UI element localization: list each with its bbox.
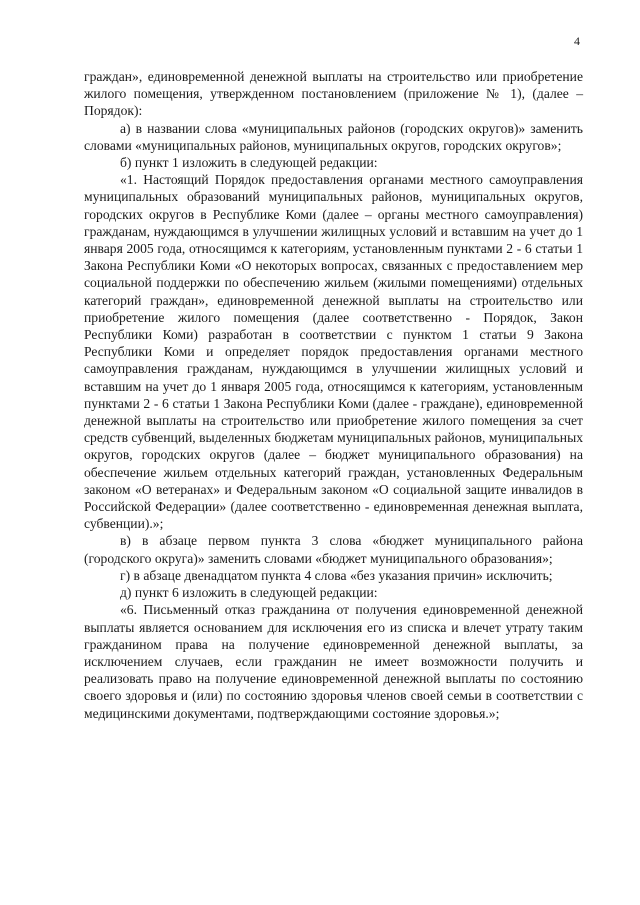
paragraph-quoted-clause-1: «1. Настоящий Порядок предоставления органами местного самоуправления муниципальных образований муниципальных районов, муниципальных округов, городских округов в Республике Коми (далее – органы местного самоуправления) гражданам, нуждающимся в улучшении жилищных условий и вставшим на учет до 1 января 2005 года, относящимся к категориям, установленным пунктами 2 - 6 статьи 1 Закона Республики Коми «О некоторых вопросах, связанных с предоставлением мер социальной поддержки по обеспечению жильем (жилыми помещениями) отдельных категорий граждан», единовременной денежной выплаты на строительство или приобретение жилого помещения (далее соответственно - Порядок, Закон Республики Коми) разработан в соответствии с пунктом 1 статьи 9 Закона Республики Коми и определяет порядок предоставления органами местного самоуправления гражданам, нуждающимся в улучшении жилищных условий и вставшим на учет до 1 января 2005 года, относящимся к категориям, установленным пунктами 2 - 6 статьи 1 Закона Республики Коми (далее - граждане), единовременной денежной выплаты на строительство или приобретение жилого помещения за счет средств субвенций, выделенных бюджетам муниципальных районов, муниципальных округов, городских округов (далее – бюджет муниципального образования) на обеспечение жильем отдельных категорий граждан, установленных Федеральным законом «О ветеранах» и Федеральным законом «О социальной защите инвалидов в Российской Федерации» (далее соответственно - единовременная денежная выплата, субвенции).»;	[84, 172, 583, 532]
page-number: 4	[574, 34, 580, 48]
paragraph-continuation: граждан», единовременной денежной выплаты на строительство или приобретение жилого помещения, утвержденном постановлением (приложение № 1), (далее – Порядок):	[84, 69, 583, 119]
paragraph-item-a: а) в названии слова «муниципальных районов (городских округов)» заменить словами «муниципальных районов, муниципальных округов, городских округов»;	[84, 120, 583, 153]
paragraph-item-d: д) пункт 6 изложить в следующей редакции:	[120, 585, 378, 601]
paragraph-item-b: б) пункт 1 изложить в следующей редакции:	[120, 155, 378, 171]
paragraph-item-g: г) в абзаце двенадцатом пункта 4 слова «без указания причин» исключить;	[120, 567, 553, 583]
paragraph-quoted-clause-6: «6. Письменный отказ гражданина от получения единовременной денежной выплаты является основанием для исключения его из списка и влечет утрату таким гражданином права на получение единовременной денежной выплаты, за исключением случаев, если гражданин не имеет возможности получить и реализовать право на получение единовременной денежной выплаты по состоянию своего здоровья и (или) по состоянию здоровья членов своей семьи в соответствии с медицинскими документами, подтверждающими состояние здоровья.»;	[84, 602, 583, 721]
paragraph-item-v: в) в абзаце первом пункта 3 слова «бюджет муниципального района (городского округа)» заменить словами «бюджет муниципального образования»;	[84, 533, 583, 566]
document-body	[84, 68, 583, 722]
